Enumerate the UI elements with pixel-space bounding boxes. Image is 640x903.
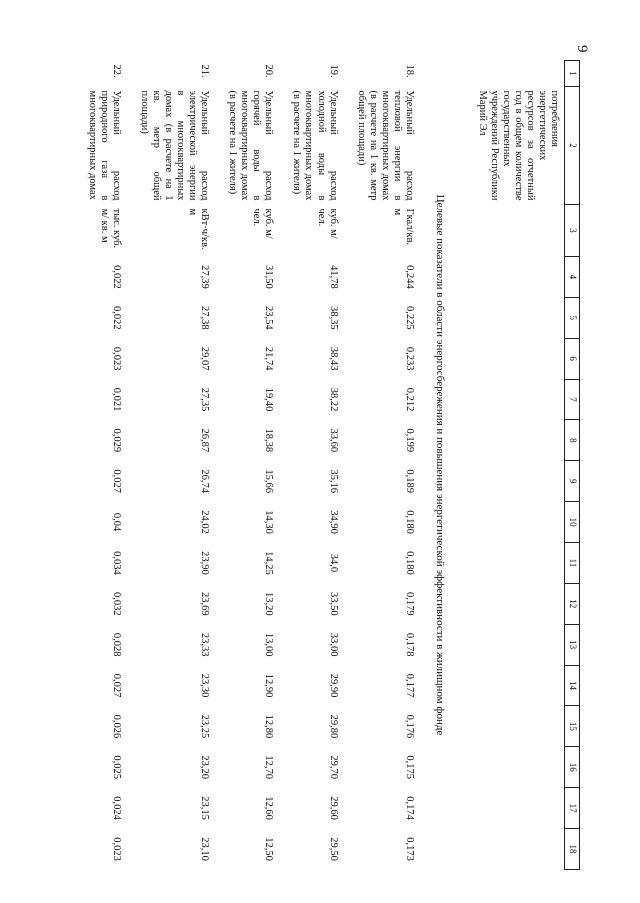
value-cell: 0,027 [110,673,122,698]
value-cell: 41,78 [327,265,339,289]
header-cell: 12 [565,583,580,624]
value-cell: 13,00 [263,632,275,657]
value-cell: 23,90 [199,551,211,575]
value-cell: 0,244 [403,265,415,289]
value-cell: 27,38 [199,305,211,330]
value-cell: 23,15 [199,796,211,820]
value-cell: 0,174 [403,796,415,820]
table-row [282,61,346,870]
value-cell: 0,173 [403,837,415,861]
value-cell: 0,180 [403,551,415,575]
value-cell: 38,43 [327,346,339,371]
page-number: 9 [574,45,590,53]
value-cell: 27,39 [199,265,211,289]
row-unit: Гкал/кв. м [391,208,415,246]
header-cell: 17 [565,788,580,829]
value-cell: 12,70 [263,755,275,780]
header-cell: 5 [565,297,580,338]
row-description: Удельный расход электрической энергии в многоквартирных домах (в расчете на 1 кв. метр общей площади) [138,90,211,201]
value-cell: 0,212 [403,387,415,412]
value-cell: 23,54 [263,305,275,330]
value-cell: 0,04 [110,512,122,532]
value-cell: 0,021 [110,387,122,412]
value-cell: 0,023 [110,837,122,861]
value-cell: 29,07 [199,346,211,371]
value-cell: 29,70 [327,755,339,780]
header-cell: 13 [565,624,580,665]
header-cell: 3 [565,205,580,257]
header-cell: 7 [565,379,580,420]
value-cell: 0,025 [110,755,122,780]
header-row [565,61,580,870]
header-cell: 8 [565,420,580,461]
value-cell: 29,50 [327,837,339,861]
header-cell: 18 [565,829,580,870]
value-cell: 0,189 [403,469,415,494]
value-cell: 13,20 [263,591,275,616]
continuation-row [458,61,565,870]
value-cell: 33,00 [327,632,339,657]
header-cell: 11 [565,543,580,584]
value-cell: 21,74 [263,346,275,371]
value-cell: 0,023 [110,346,122,371]
value-cell: 0,024 [110,796,122,820]
value-cell: 24,02 [199,510,211,534]
table-row [130,61,218,870]
header-cell: 14 [565,665,580,706]
value-cell: 23,33 [199,632,211,657]
value-cell: 0,029 [110,428,122,453]
value-cell: 23,25 [199,714,211,739]
value-cell: 27,35 [199,387,211,412]
value-cell: 0,199 [403,428,415,453]
row-unit: тыс. куб. м/ кв. м [98,208,122,249]
value-cell: 29,90 [327,673,339,698]
value-cell: 0,175 [403,755,415,780]
value-cell: 34,90 [327,510,339,534]
header-cell: 2 [565,87,580,205]
value-cell: 12,60 [263,796,275,820]
value-cell: 23,10 [199,837,211,861]
row-unit: куб. м/чел. [315,208,339,239]
value-cell: 33,50 [327,591,339,616]
value-cell: 23,69 [199,591,211,616]
header-cell: 16 [565,747,580,788]
value-cell: 0,180 [403,510,415,534]
value-cell: 12,90 [263,673,275,698]
value-cell: 0,022 [110,305,122,330]
value-cell: 29,80 [327,714,339,739]
continuation-text: потребления энергетических ресурсов за отчетный год в общем количестве государственных учреждений Республики Марий Эл [476,90,560,201]
value-cell: 0,178 [403,632,415,657]
value-cell: 23,30 [199,673,211,698]
value-cell: 0,179 [403,591,415,616]
value-cell: 38,35 [327,305,339,330]
value-cell: 0,028 [110,632,122,657]
value-cell: 33,60 [327,428,339,453]
header-cell: 4 [565,257,580,298]
value-cell: 19,40 [263,387,275,412]
table-row [347,61,423,870]
row-description: Удельный расход горячей воды в многоквартирных домах (в расчете на 1 жителя) [227,90,275,201]
value-cell: 0,225 [403,305,415,330]
header-cell: 9 [565,461,580,502]
value-cell: 0,032 [110,591,122,616]
value-cell: 31,50 [263,265,275,289]
value-cell: 12,50 [263,837,275,861]
section-title: Целевые показатели в области энергосбережения и повышения энергетической эффективности в жилищном фонде [433,194,446,736]
value-cell: 14,30 [263,510,275,534]
row-unit: кВт·ч/кв. м [187,208,211,250]
value-cell: 0,177 [403,673,415,698]
value-cell: 0,022 [110,265,122,289]
value-cell: 35,16 [327,469,339,494]
section-row [423,61,458,870]
value-cell: 14,25 [263,551,275,575]
value-cell: 34,0 [327,553,339,573]
value-cell: 26,87 [199,428,211,453]
indicators-table [78,60,580,870]
row-unit: куб. м/чел. [251,208,275,239]
value-cell: 0,026 [110,714,122,739]
row-number: 18. [403,64,415,78]
row-description: Удельный расход природного газа в многоквартирных домах [86,90,122,201]
row-number: 19. [327,64,339,78]
value-cell: 12,80 [263,714,275,739]
table-row [218,61,282,870]
row-number: 21. [199,64,211,78]
row-number: 22. [110,64,122,78]
value-cell: 26,74 [199,469,211,494]
header-cell: 10 [565,502,580,543]
value-cell: 0,176 [403,714,415,739]
value-cell: 0,027 [110,469,122,494]
header-cell: 15 [565,706,580,747]
value-cell: 23,20 [199,755,211,780]
row-description: Удельный расход холодной воды в многоквартирных домах (в расчете на 1 жителя) [291,90,339,201]
value-cell: 0,233 [403,346,415,371]
value-cell: 29,60 [327,796,339,820]
value-cell: 15,66 [263,469,275,494]
header-cell: 1 [565,61,580,87]
value-cell: 0,034 [110,551,122,575]
value-cell: 18,38 [263,428,275,453]
table-row [78,61,130,870]
header-cell: 6 [565,338,580,379]
value-cell: 38,22 [327,387,339,412]
row-number: 20. [263,64,275,78]
indicators-table-sheet [86,60,580,870]
row-description: Удельный расход тепловой энергии в многоквартирных домах (в расчете на 1 кв. метр общей площади) [355,90,415,201]
